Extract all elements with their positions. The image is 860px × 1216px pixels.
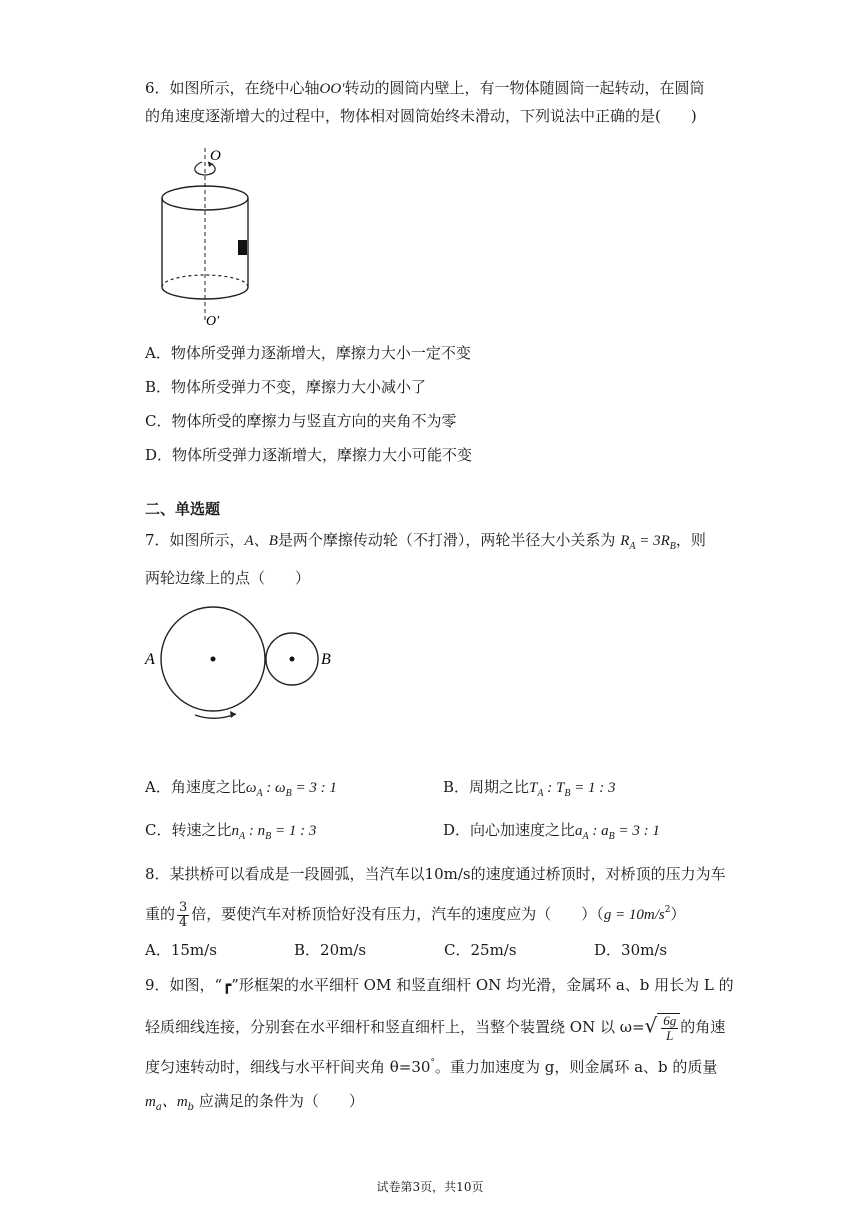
q7-option-c: C．转速之比$n_A$ : $n_B = 1$ : 3 <box>145 821 317 842</box>
q7-option-a: A．角速度之比$\omega_A$ : $\omega_B = 3$ : 1 <box>145 778 337 799</box>
q8-line1: 8．某拱桥可以看成是一段圆弧，当汽车以10m/s的速度通过桥顶时，对桥顶的压力为车 <box>145 865 726 883</box>
q7-wheel-a: A <box>244 533 254 549</box>
q6-text-a: 6．如图所示，在绕中心轴 <box>145 79 320 97</box>
q7-option-d: D．向心加速度之比$a_A$ : $a_B = 3$ : 1 <box>443 821 660 842</box>
fraction-numerator: 3 <box>179 899 188 915</box>
mass-a-symbol: m <box>145 1094 156 1110</box>
g-value: g = 10m/s <box>603 907 665 923</box>
axis-label-bottom: O′ <box>206 314 220 329</box>
q9-text-b: 的角速 <box>680 1018 726 1036</box>
wheels-figure <box>140 598 350 728</box>
fraction-denominator: 4 <box>179 914 188 930</box>
sqrt-denominator: L <box>666 1028 674 1043</box>
q7-line2: 两轮边缘上的点（ ） <box>145 569 311 587</box>
q6-option-d: D．物体所受弹力逐渐增大，摩擦力大小可能不变 <box>145 446 473 464</box>
mass-b-sub: b <box>187 1102 195 1113</box>
q7-formula: $R_A = 3R_B$ <box>620 533 676 552</box>
q9-line2 <box>145 1013 725 1043</box>
section-heading: 二、单选题 <box>145 500 221 518</box>
q6-option-a: A．物体所受弹力逐渐增大，摩擦力大小一定不变 <box>145 344 471 362</box>
q9-line1: 9．如图，“┏”形框架的水平细杆 OM 和竖直细杆 ON 均光滑，金属环 a、b 用长为 L 的 <box>145 976 734 994</box>
q9-text-c: 度匀速转动时，细线与水平杆间夹角 θ=30 <box>145 1058 431 1076</box>
q8-option-a: A．15m/s <box>145 941 217 959</box>
q7-sep: 、 <box>253 531 269 549</box>
q9-text-a: 轻质细线连接，分别套在水平细杆和竖直细杆上，当整个装置绕 ON 以 ω= <box>145 1018 645 1036</box>
q6-option-c: C．物体所受的摩擦力与竖直方向的夹角不为零 <box>145 412 457 430</box>
page-footer: 试卷第3页，共10页 <box>376 1180 484 1194</box>
q6-option-b: B．物体所受弹力不变，摩擦力大小减小了 <box>145 378 427 396</box>
q7-opt-c-text: C．转速之比 <box>145 821 232 839</box>
g-exponent: 2 <box>664 905 671 915</box>
q7-text-a: 7．如图所示， <box>145 531 245 549</box>
q6-line1 <box>145 78 705 99</box>
q9-text-d: 。重力加速度为 g，则金属环 a、b 的质量 <box>434 1058 718 1076</box>
wheel-label-b: B <box>321 651 331 668</box>
sqrt-expression: √ $\frac{6g}{L}$ <box>645 1013 681 1043</box>
q8-text-c: ） <box>670 905 686 923</box>
q6-text-b: 转动的圆筒内壁上，有一物体随圆筒一起转动，在圆筒 <box>344 79 705 97</box>
q7-line1 <box>145 530 706 557</box>
q7-text-c: ，则 <box>675 531 706 549</box>
q7-option-b: B．周期之比$T_A$ : $T_B = 1$ : 3 <box>443 778 616 799</box>
q8-text-b: 倍，要使汽车对桥顶恰好没有压力，汽车的速度应为（ ）（ <box>191 905 604 923</box>
rotation-direction-icon <box>195 714 236 718</box>
q8-option-b: B．20m/s <box>294 941 367 959</box>
q6-line2: 的角速度逐渐增大的过程中，物体相对圆筒始终未滑动，下列说法中正确的是( ) <box>145 107 697 125</box>
q7-text-b: 是两个摩擦传动轮（不打滑），两轮半径大小关系为 <box>277 531 616 549</box>
mass-b-symbol: 、m <box>161 1094 188 1110</box>
sqrt-numerator: 6g <box>663 1013 677 1028</box>
q9-line3 <box>145 1053 717 1077</box>
q7-opt-a-text: A．角速度之比 <box>145 778 246 796</box>
q9-text-e: 应满足的条件为（ ） <box>194 1092 364 1110</box>
q8-option-d: D．30m/s <box>594 941 668 959</box>
axis-label-top: O <box>210 148 221 164</box>
q6-axis: OO′ <box>319 81 345 97</box>
mass-a-sub: a <box>155 1102 162 1113</box>
q7-opt-d-text: D．向心加速度之比 <box>443 821 576 839</box>
object-block <box>238 240 247 255</box>
wheel-label-a: A <box>145 651 155 668</box>
q8-line2 <box>145 900 686 930</box>
cylinder-figure <box>150 140 260 330</box>
q7-wheel-b: B <box>268 533 278 549</box>
fraction <box>177 901 189 930</box>
q8-option-c: C．25m/s <box>444 941 517 959</box>
q7-opt-b-text: B．周期之比 <box>443 778 530 796</box>
degree-symbol: ° <box>430 1058 435 1068</box>
q8-text-a: 重的 <box>145 905 176 923</box>
q9-line4 <box>145 1091 364 1118</box>
